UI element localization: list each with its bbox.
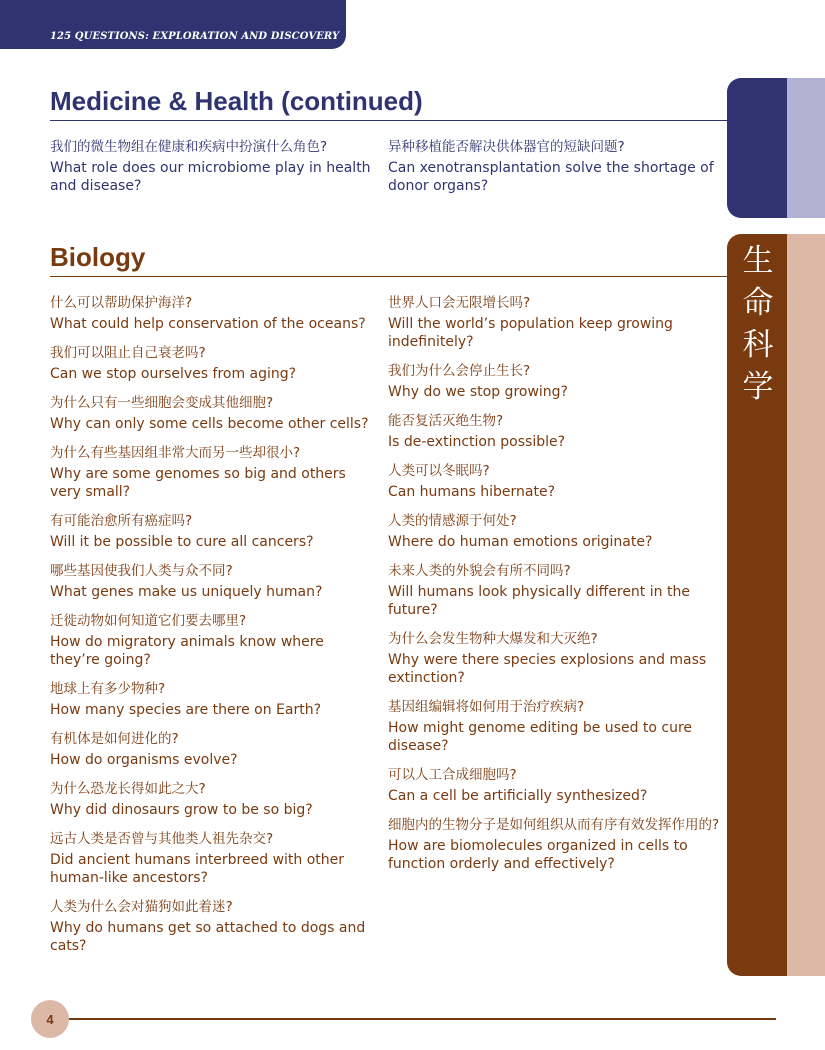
biology-left-column — [50, 294, 378, 966]
running-header: 125 QUESTIONS: EXPLORATION AND DISCOVERY — [50, 31, 340, 42]
question-item — [388, 462, 716, 501]
medicine-left-column — [50, 138, 378, 206]
question-chinese: 迁徙动物如何知道它们要去哪里? — [50, 613, 247, 629]
question-item — [50, 730, 378, 769]
question-english: Why do humans get so attached to dogs and cats? — [50, 920, 366, 954]
question-chinese: 异种移植能否解决供体器官的短缺问题? — [388, 139, 625, 155]
question-english: Will the world’s population keep growing indefinitely? — [388, 316, 673, 350]
side-tab-character: 生 — [742, 243, 774, 279]
question-item — [50, 562, 378, 601]
question-item — [50, 612, 378, 669]
question-item — [50, 344, 378, 383]
question-chinese: 基因组编辑将如何用于治疗疾病? — [388, 699, 585, 715]
question-item — [50, 394, 378, 433]
biology-section-title: Biology — [50, 242, 146, 272]
question-item — [50, 294, 378, 333]
question-chinese: 有机体是如何进化的? — [50, 731, 179, 747]
question-item — [50, 830, 378, 887]
question-item — [388, 562, 716, 619]
question-english: How do organisms evolve? — [50, 752, 238, 768]
question-chinese: 人类的情感源于何处? — [388, 513, 517, 529]
question-english: How do migratory animals know where they’re going? — [50, 634, 324, 668]
question-chinese: 地球上有多少物种? — [50, 681, 166, 697]
question-chinese: 有可能治愈所有癌症吗? — [50, 513, 193, 529]
page-number: 4 — [46, 1011, 54, 1027]
biology-divider — [50, 276, 730, 277]
question-chinese: 哪些基因使我们人类与众不同? — [50, 563, 233, 579]
question-chinese: 为什么只有一些细胞会变成其他细胞? — [50, 395, 274, 411]
question-chinese: 我们为什么会停止生长? — [388, 363, 531, 379]
question-chinese: 可以人工合成细胞吗? — [388, 767, 517, 783]
biology-side-tab-edge — [787, 234, 825, 976]
question-item — [50, 512, 378, 551]
question-item — [388, 512, 716, 551]
question-english: What role does our microbiome play in health and disease? — [50, 160, 371, 194]
medicine-side-tab — [727, 78, 789, 218]
question-english: Why were there species explosions and mass extinction? — [388, 652, 707, 686]
question-item — [388, 816, 720, 873]
question-item — [50, 680, 378, 719]
question-english: How many species are there on Earth? — [50, 702, 321, 718]
question-chinese: 为什么有些基因组非常大而另一些却很小? — [50, 445, 301, 461]
question-chinese: 远古人类是否曾与其他类人祖先杂交? — [50, 831, 274, 847]
question-item — [50, 780, 378, 819]
question-chinese: 为什么会发生物种大爆发和大灭绝? — [388, 631, 598, 647]
question-item — [388, 412, 716, 451]
question-english: Will humans look physically different in the future? — [388, 584, 690, 618]
question-item — [388, 362, 716, 401]
side-tab-character: 学 — [742, 369, 774, 405]
question-english: How are biomolecules organized in cells to function orderly and effectively? — [388, 838, 688, 872]
question-chinese: 细胞内的生物分子是如何组织从而有序有效发挥作用的? — [388, 817, 720, 833]
question-chinese: 人类为什么会对猫狗如此着迷? — [50, 899, 233, 915]
question-english: Can xenotransplantation solve the shortage of donor organs? — [388, 160, 714, 194]
question-english: Can a cell be artificially synthesized? — [388, 788, 648, 804]
question-item — [50, 444, 378, 501]
question-item — [388, 138, 716, 195]
footer-divider — [69, 1018, 776, 1020]
question-english: What genes make us uniquely human? — [50, 584, 323, 600]
question-chinese: 为什么恐龙长得如此之大? — [50, 781, 206, 797]
question-item — [388, 294, 716, 351]
question-english: Why did dinosaurs grow to be so big? — [50, 802, 313, 818]
medicine-divider — [50, 120, 730, 121]
question-chinese: 未来人类的外貌会有所不同吗? — [388, 563, 571, 579]
question-item — [388, 630, 716, 687]
medicine-section-title: Medicine & Health (continued) — [50, 86, 423, 116]
question-english: Where do human emotions originate? — [388, 534, 653, 550]
question-english: What could help conservation of the oceans? — [50, 316, 366, 332]
question-chinese: 世界人口会无限增长吗? — [388, 295, 531, 311]
question-item — [50, 138, 378, 195]
question-english: How might genome editing be used to cure disease? — [388, 720, 693, 754]
question-item — [388, 698, 716, 755]
question-english: Is de-extinction possible? — [388, 434, 566, 450]
question-english: Why do we stop growing? — [388, 384, 568, 400]
question-english: Will it be possible to cure all cancers? — [50, 534, 314, 550]
question-chinese: 能否复活灭绝生物? — [388, 413, 504, 429]
question-english: Why can only some cells become other cells? — [50, 416, 369, 432]
side-tab-label — [727, 240, 789, 408]
question-english: Can humans hibernate? — [388, 484, 556, 500]
header-banner — [0, 0, 346, 49]
question-item — [50, 898, 378, 955]
question-item — [388, 766, 716, 805]
question-chinese: 我们的微生物组在健康和疾病中扮演什么角色? — [50, 139, 328, 155]
question-english: Can we stop ourselves from aging? — [50, 366, 297, 382]
question-chinese: 人类可以冬眠吗? — [388, 463, 490, 479]
medicine-side-tab-edge — [787, 78, 825, 218]
side-tab-character: 命 — [742, 285, 774, 321]
question-chinese: 我们可以阻止自己衰老吗? — [50, 345, 206, 361]
side-tab-character: 科 — [742, 327, 774, 363]
page-number-badge — [31, 1000, 69, 1038]
question-english: Did ancient humans interbreed with other human-like ancestors? — [50, 852, 345, 886]
biology-right-column — [388, 294, 720, 884]
question-english: Why are some genomes so big and others very small? — [50, 466, 346, 500]
question-chinese: 什么可以帮助保护海洋? — [50, 295, 193, 311]
medicine-right-column — [388, 138, 716, 206]
